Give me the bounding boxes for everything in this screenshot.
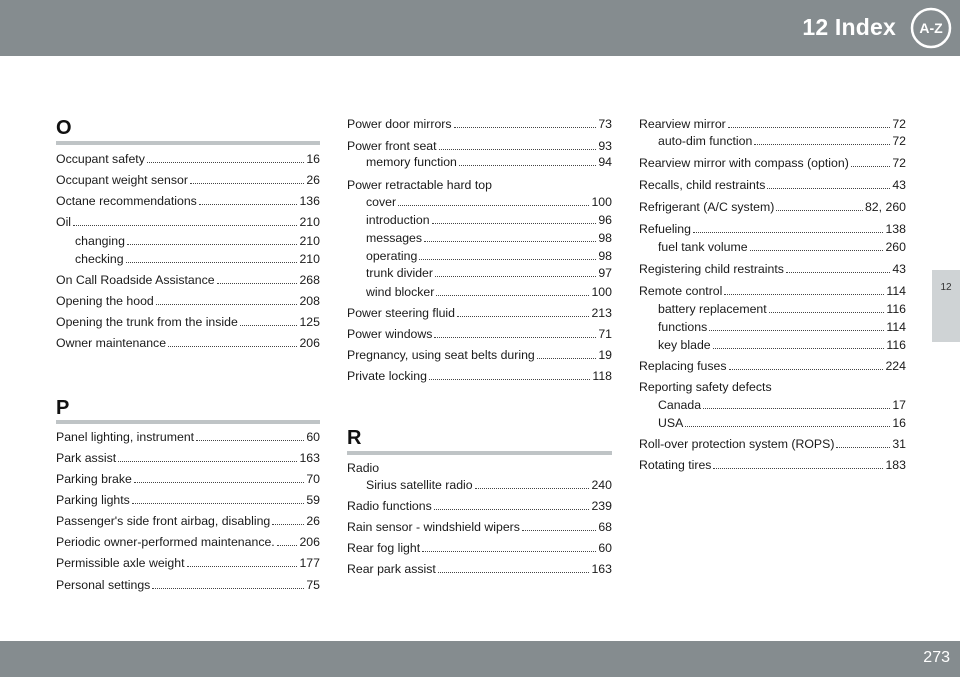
dot-leader [434,327,596,338]
dot-leader [434,499,590,510]
dot-leader [432,213,597,224]
index-entry-page: 26 [306,514,320,528]
index-entry[interactable] [56,194,320,209]
index-entry[interactable] [347,178,492,193]
index-entry[interactable] [56,315,320,330]
index-entry-label: Canada [658,398,702,412]
index-entry-label: Permissible axle weight [56,556,185,570]
index-entry-page: 116 [886,302,906,316]
dot-leader [272,514,304,525]
dot-leader [422,541,596,552]
index-entry-label: functions [658,320,708,334]
a-z-index-icon [909,6,953,50]
index-entry[interactable] [639,284,906,299]
index-entry-label: Rain sensor - windshield wipers [347,520,520,534]
dot-leader [693,222,884,233]
index-entry-page: 72 [892,134,906,148]
dot-leader [190,173,304,184]
index-entry[interactable] [347,461,379,476]
index-entry-page: 31 [892,437,906,451]
index-entry[interactable] [639,200,906,215]
index-entry-page: 268 [299,273,320,287]
index-entry-label: Power windows [347,327,433,341]
dot-leader [156,294,298,305]
dot-leader [724,284,884,295]
dot-leader [786,262,890,273]
index-entry-label: Park assist [56,451,117,465]
index-entry-page: 210 [299,215,320,229]
index-entry[interactable] [56,294,320,309]
index-entry-label: Power retractable hard top [347,178,492,192]
index-entry[interactable] [56,472,320,487]
dot-leader [769,302,885,313]
index-entry-label: Oil [56,215,72,229]
dot-leader [429,369,590,380]
index-entry-label: Remote control [639,284,723,298]
index-entry-page: 98 [598,249,612,263]
index-entry[interactable] [347,541,612,556]
index-entry-page: 210 [299,252,320,266]
index-entry-label: trunk divider [366,266,433,280]
index-entry-page: 213 [591,306,612,320]
dot-leader [217,273,298,284]
dot-leader [729,359,884,370]
dot-leader [435,266,596,277]
index-entry[interactable] [366,266,612,281]
index-entry-label: Private locking [347,369,427,383]
index-entry[interactable] [56,493,320,508]
index-entry[interactable] [56,514,320,529]
dot-leader [851,156,891,167]
index-entry-label: Roll-over protection system (ROPS) [639,437,835,451]
index-entry[interactable] [366,285,612,300]
dot-leader [134,472,304,483]
index-entry-label: Power steering fluid [347,306,455,320]
index-entry-page: 100 [591,285,612,299]
index-entry-page: 163 [591,562,612,576]
index-entry-label: messages [366,231,423,245]
index-entry[interactable] [56,556,320,571]
index-entry-label: Radio [347,461,380,475]
index-entry-page: 96 [598,213,612,227]
dot-leader [73,215,297,226]
index-entry-page: 125 [299,315,320,329]
dot-leader [836,437,890,448]
index-entry-label: Rearview mirror [639,117,726,131]
index-entry-page: 60 [598,541,612,555]
index-entry-page: 240 [591,478,612,492]
index-entry-label: cover [366,195,397,209]
index-entry-page: 98 [598,231,612,245]
index-entry[interactable] [75,252,320,267]
index-entry-label: introduction [366,213,430,227]
section-divider [56,141,320,145]
index-entry[interactable] [347,520,612,535]
index-entry-label: Power front seat [347,139,437,153]
index-entry[interactable] [366,195,612,210]
section-letter-p: P [56,397,70,419]
dot-leader [152,578,304,589]
index-entry-label: Passenger's side front airbag, disabling [56,514,271,528]
index-entry-label: fuel tank volume [658,240,748,254]
dot-leader [685,416,890,427]
index-entry-label: USA [658,416,684,430]
chapter-tab[interactable] [932,270,960,342]
chapter-tab-label: 12 [940,282,952,293]
index-entry-page: 118 [592,369,612,383]
index-entry-page: 136 [299,194,320,208]
index-entry-page: 206 [299,535,320,549]
index-entry-page: 114 [886,320,906,334]
index-entry-label: Registering child restraints [639,262,784,276]
index-entry-label: key blade [658,338,711,352]
index-entry[interactable] [639,117,906,132]
index-entry-label: Refrigerant (A/C system) [639,200,775,214]
index-entry[interactable] [639,359,906,374]
index-entry[interactable] [639,458,906,473]
index-entry[interactable] [639,222,906,237]
index-entry-label: checking [75,252,124,266]
index-entry[interactable] [347,139,612,154]
dot-leader [168,336,297,347]
index-entry-page: 82, 260 [864,200,906,214]
index-entry-page: 19 [598,348,612,362]
index-entry-label: Opening the trunk from the inside [56,315,238,329]
index-entry[interactable] [347,562,612,577]
index-entry[interactable] [56,578,320,593]
index-entry[interactable] [56,273,320,288]
index-entry[interactable] [366,155,612,170]
index-entry[interactable] [347,327,612,342]
index-entry-label: Occupant weight sensor [56,173,188,187]
dot-leader [750,240,884,251]
index-entry-page: 183 [885,458,906,472]
index-entry-label: changing [75,234,125,248]
index-entry[interactable] [658,302,906,317]
index-entry-label: memory function [366,155,457,169]
dot-leader [196,430,304,441]
index-entry-page: 177 [299,556,320,570]
page-number: 273 [923,649,950,666]
dot-leader [147,152,304,163]
dot-leader [187,556,298,567]
dot-leader [126,252,298,263]
index-entry-label: Rearview mirror with compass (option) [639,156,849,170]
index-entry-label: Rotating tires [639,458,712,472]
index-entry-label: Opening the hood [56,294,154,308]
index-entry-page: 16 [306,152,320,166]
dot-leader [728,117,891,128]
dot-leader [424,231,596,242]
index-entry-label: battery replacement [658,302,767,316]
dot-leader [754,134,890,145]
index-entry[interactable] [56,152,320,167]
dot-leader [537,348,597,359]
index-entry-page: 72 [892,156,906,170]
index-entry-page: 43 [892,178,906,192]
dot-leader [436,285,589,296]
section-letter-r: R [347,427,362,449]
index-entry-page: 68 [598,520,612,534]
dot-leader [457,306,589,317]
index-entry-page: 93 [598,139,612,153]
index-entry[interactable] [639,380,772,395]
index-entry[interactable] [56,451,320,466]
index-entry-label: Sirius satellite radio [366,478,473,492]
index-entry[interactable] [56,535,320,550]
index-entry[interactable] [658,338,906,353]
dot-leader [459,155,596,166]
index-entry-page: 210 [299,234,320,248]
dot-leader [713,458,883,469]
index-entry-page: 100 [591,195,612,209]
index-entry-label: Power door mirrors [347,117,452,131]
index-entry-page: 72 [892,117,906,131]
index-entry-page: 114 [886,284,906,298]
a-z-icon-text: A-Z [919,20,943,36]
index-entry-page: 260 [885,240,906,254]
index-entry-label: Periodic owner-performed maintenance. [56,535,275,549]
index-entry[interactable] [347,348,612,363]
dot-leader [132,493,304,504]
index-entry-page: 138 [885,222,906,236]
index-entry[interactable] [56,215,320,230]
index-entry[interactable] [56,173,320,188]
index-entry-label: operating [366,249,418,263]
dot-leader [703,398,890,409]
index-entry-page: 70 [306,472,320,486]
index-entry-label: Octane recommendations [56,194,197,208]
dot-leader [438,562,590,573]
index-entry-label: auto-dim function [658,134,753,148]
index-entry-label: Reporting safety defects [639,380,772,394]
index-entry-label: Parking lights [56,493,130,507]
index-entry-label: Rear fog light [347,541,421,555]
index-entry[interactable] [347,117,612,132]
index-entry[interactable] [347,306,612,321]
index-entry-page: 116 [886,338,906,352]
dot-leader [127,234,298,245]
dot-leader [398,195,589,206]
index-entry-page: 26 [306,173,320,187]
index-entry-page: 97 [598,266,612,280]
dot-leader [240,315,298,326]
dot-leader [713,338,885,349]
index-entry[interactable] [658,416,906,431]
dot-leader [776,200,863,211]
index-entry[interactable] [658,320,906,335]
index-entry-page: 94 [598,155,612,169]
index-entry[interactable] [639,178,906,193]
index-entry-page: 73 [598,117,612,131]
index-entry-label: Pregnancy, using seat belts during [347,348,535,362]
index-entry[interactable] [366,213,612,228]
index-entry-page: 71 [598,327,612,341]
dot-leader [709,320,884,331]
index-entry-label: Panel lighting, instrument [56,430,195,444]
footer-bar [0,641,960,677]
index-entry[interactable] [347,369,612,384]
dot-leader [419,249,596,260]
index-entry[interactable] [639,262,906,277]
index-entry-page: 75 [306,578,320,592]
section-divider [347,451,612,455]
index-entry-page: 16 [892,416,906,430]
index-entry[interactable] [56,430,320,445]
index-entry[interactable] [56,336,320,351]
index-entry-page: 163 [299,451,320,465]
index-entry[interactable] [366,478,612,493]
index-entry[interactable] [658,240,906,255]
index-entry-label: Refueling [639,222,691,236]
index-entry-page: 224 [885,359,906,373]
dot-leader [199,194,298,205]
index-entry-label: On Call Roadside Assistance [56,273,215,287]
index-entry[interactable] [639,437,906,452]
index-entry[interactable] [75,234,320,249]
section-letter-o: O [56,117,72,139]
dot-leader [454,117,597,128]
section-divider [56,420,320,424]
index-entry-label: Occupant safety [56,152,145,166]
dot-leader [767,178,890,189]
dot-leader [439,139,597,150]
index-entry[interactable] [366,231,612,246]
index-entry-label: Radio functions [347,499,432,513]
index-entry[interactable] [366,249,612,264]
dot-leader [277,535,298,546]
dot-leader [522,520,596,531]
index-entry-page: 208 [299,294,320,308]
index-entry[interactable] [658,134,906,149]
index-entry-label: wind blocker [366,285,435,299]
index-entry-page: 43 [892,262,906,276]
index-entry-page: 60 [306,430,320,444]
index-entry-page: 206 [299,336,320,350]
index-entry-label: Owner maintenance [56,336,167,350]
index-entry-page: 239 [591,499,612,513]
index-entry[interactable] [639,156,906,171]
index-entry-label: Rear park assist [347,562,436,576]
index-entry-label: Parking brake [56,472,132,486]
page-title: 12 Index [802,14,896,40]
index-entry-label: Personal settings [56,578,151,592]
index-entry-page: 59 [306,493,320,507]
dot-leader [118,451,297,462]
index-entry-label: Replacing fuses [639,359,727,373]
header-bar [0,0,960,56]
index-entry[interactable] [658,398,906,413]
dot-leader [475,478,590,489]
index-entry-page: 17 [892,398,906,412]
index-entry-label: Recalls, child restraints [639,178,766,192]
index-entry[interactable] [347,499,612,514]
